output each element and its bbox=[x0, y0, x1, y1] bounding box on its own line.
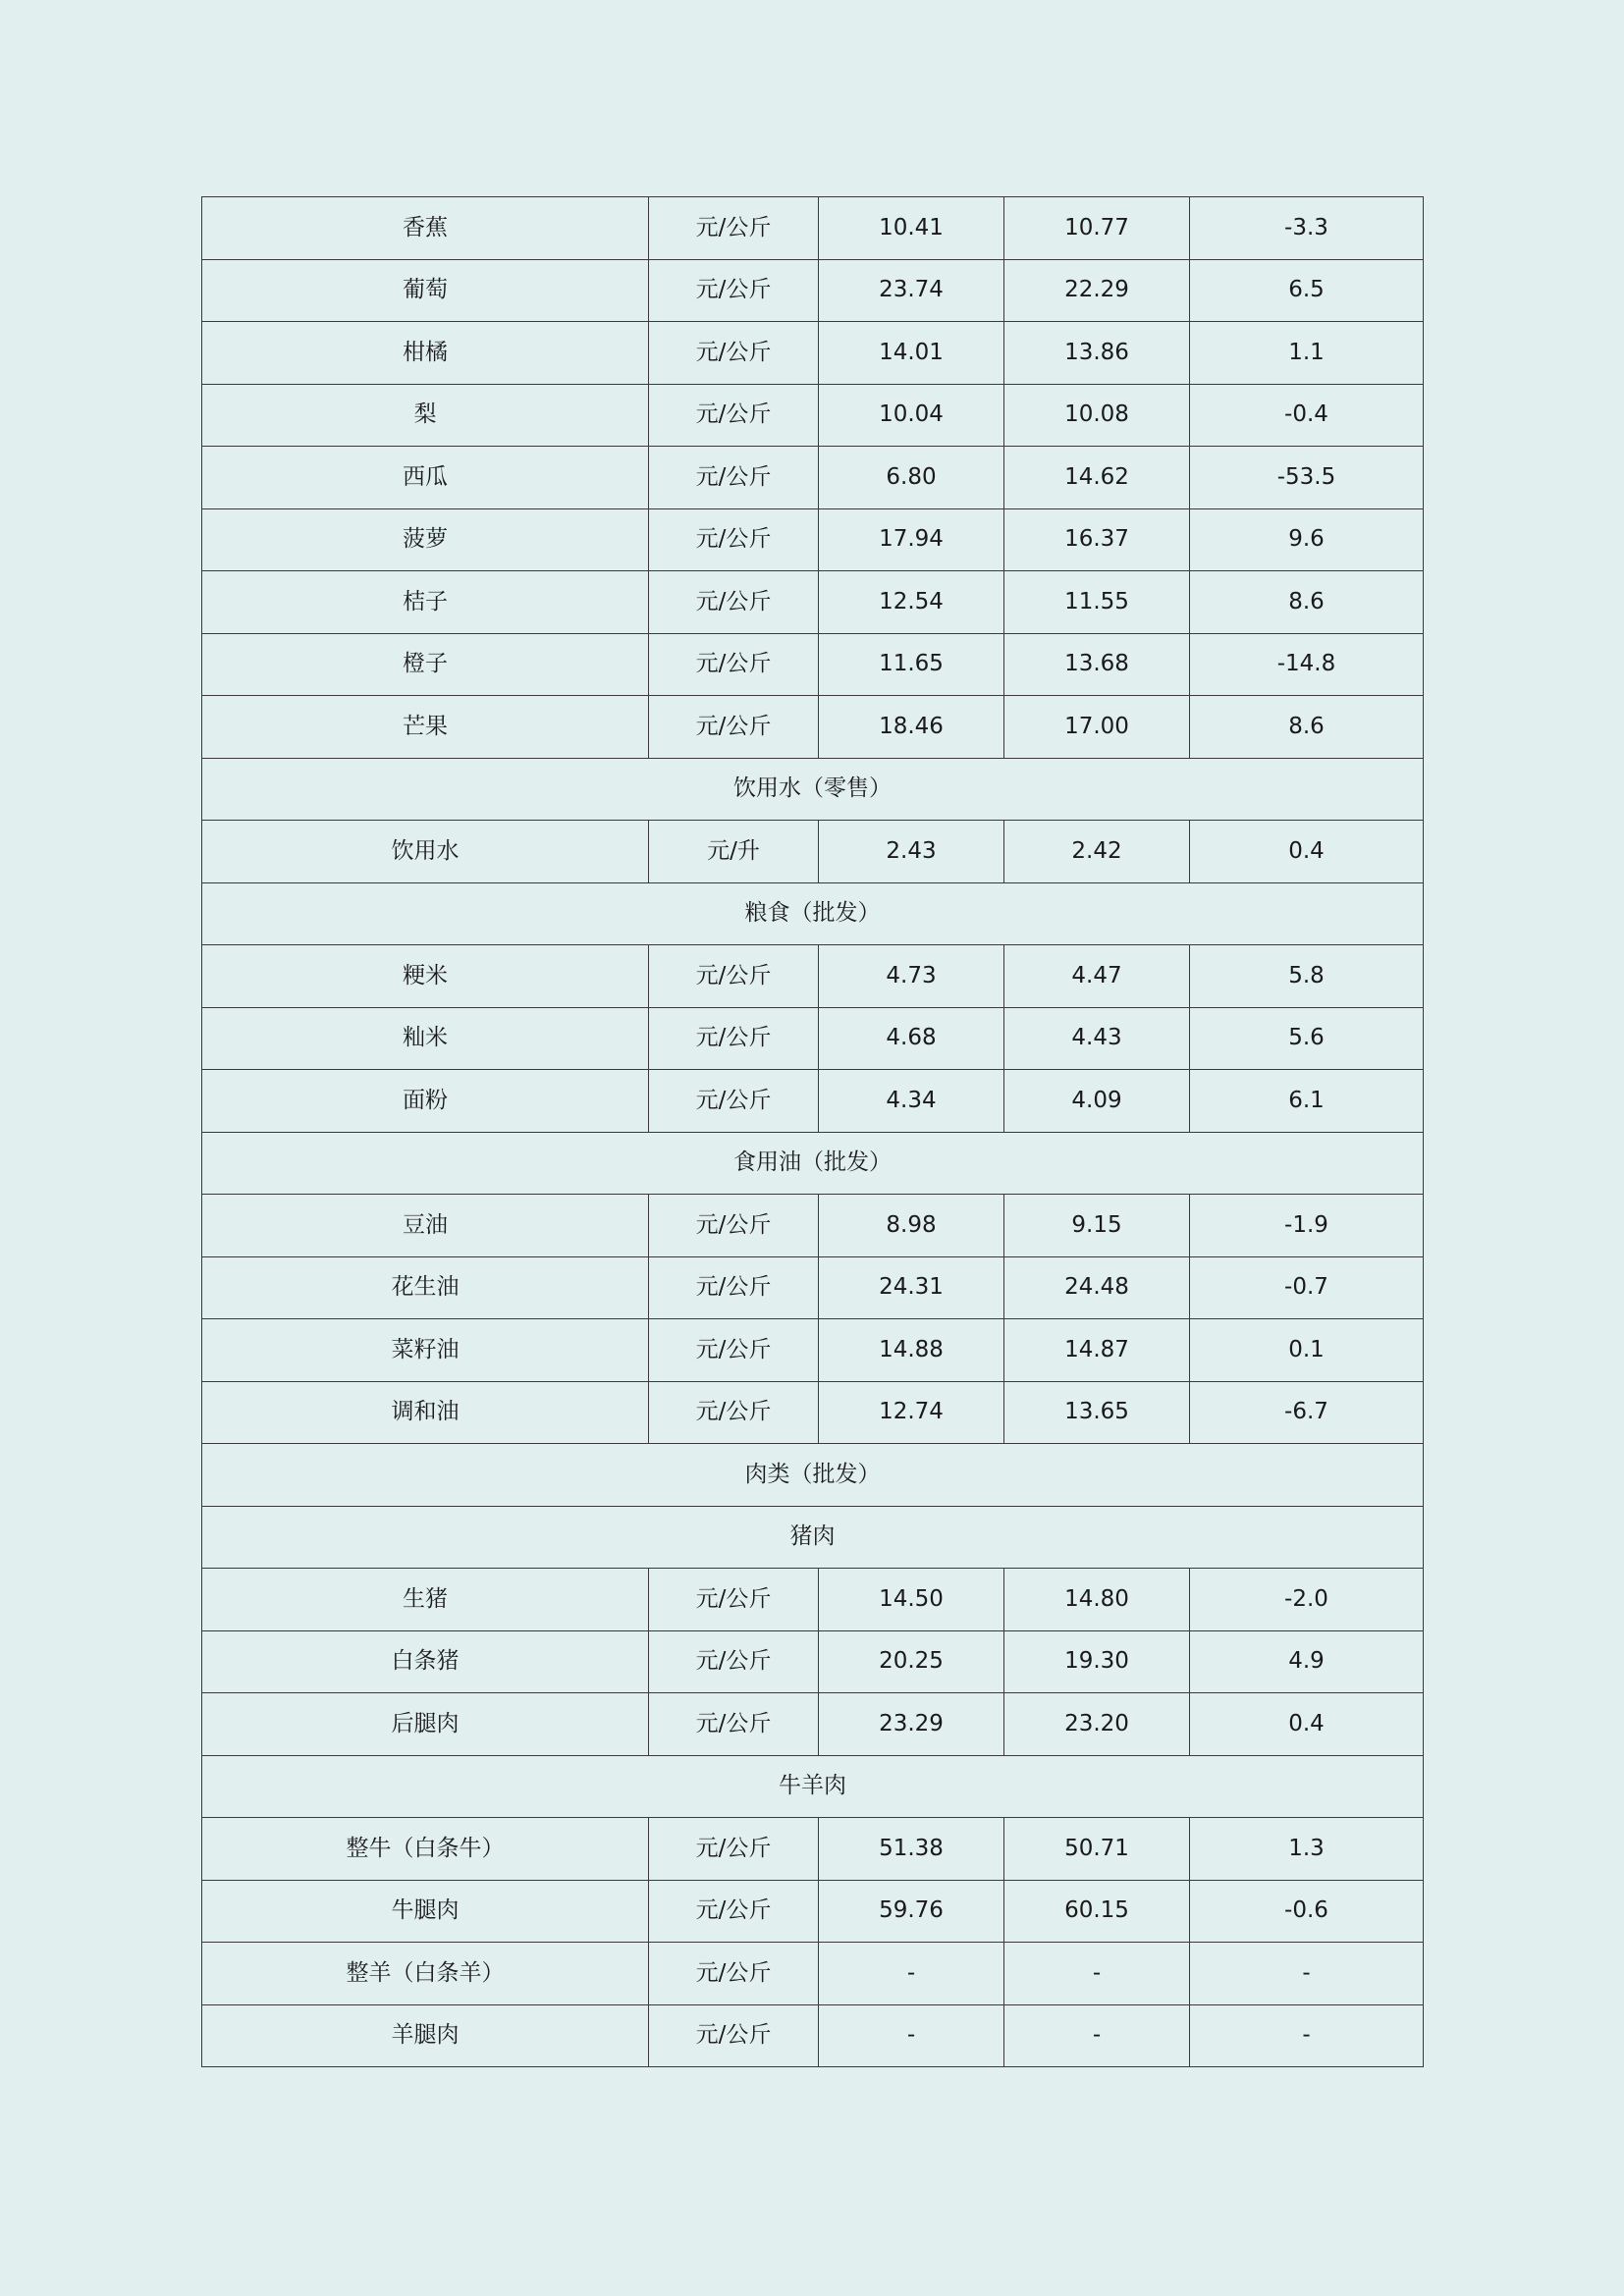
table-body bbox=[202, 197, 1424, 2067]
table-row bbox=[202, 1943, 1424, 2005]
item-name-cell: 生猪 bbox=[202, 1569, 649, 1631]
item-name-cell: 菠萝 bbox=[202, 508, 649, 571]
previous-price-cell: 24.48 bbox=[1004, 1256, 1190, 1319]
current-price-cell: - bbox=[819, 2004, 1004, 2067]
item-name-cell: 整牛（白条牛） bbox=[202, 1818, 649, 1881]
section-header-cell: 猪肉 bbox=[202, 1506, 1424, 1569]
table-row bbox=[202, 1818, 1424, 1881]
current-price-cell: 10.04 bbox=[819, 384, 1004, 447]
previous-price-cell: 14.87 bbox=[1004, 1319, 1190, 1382]
table-row bbox=[202, 384, 1424, 447]
change-percent-cell: 8.6 bbox=[1190, 696, 1424, 759]
table-row bbox=[202, 1195, 1424, 1257]
current-price-cell: 12.74 bbox=[819, 1381, 1004, 1444]
unit-cell: 元/公斤 bbox=[649, 1381, 819, 1444]
unit-cell: 元/公斤 bbox=[649, 259, 819, 322]
section-header-row bbox=[202, 1444, 1424, 1507]
change-percent-cell: - bbox=[1190, 1943, 1424, 2005]
unit-cell: 元/公斤 bbox=[649, 447, 819, 509]
table-row bbox=[202, 945, 1424, 1008]
item-name-cell: 粳米 bbox=[202, 945, 649, 1008]
current-price-cell: 51.38 bbox=[819, 1818, 1004, 1881]
change-percent-cell: -53.5 bbox=[1190, 447, 1424, 509]
current-price-cell: 4.68 bbox=[819, 1007, 1004, 1070]
section-header-cell: 粮食（批发） bbox=[202, 882, 1424, 945]
previous-price-cell: 50.71 bbox=[1004, 1818, 1190, 1881]
previous-price-cell: 13.68 bbox=[1004, 633, 1190, 696]
change-percent-cell: -1.9 bbox=[1190, 1195, 1424, 1257]
current-price-cell: 6.80 bbox=[819, 447, 1004, 509]
previous-price-cell: 4.09 bbox=[1004, 1070, 1190, 1133]
change-percent-cell: 5.6 bbox=[1190, 1007, 1424, 1070]
price-table bbox=[201, 196, 1424, 2067]
table-row bbox=[202, 2004, 1424, 2067]
unit-cell: 元/公斤 bbox=[649, 1256, 819, 1319]
table-row bbox=[202, 696, 1424, 759]
change-percent-cell: 1.3 bbox=[1190, 1818, 1424, 1881]
table-row bbox=[202, 1319, 1424, 1382]
item-name-cell: 饮用水 bbox=[202, 821, 649, 883]
table-row bbox=[202, 1007, 1424, 1070]
change-percent-cell: -0.6 bbox=[1190, 1880, 1424, 1943]
section-header-cell: 食用油（批发） bbox=[202, 1132, 1424, 1195]
unit-cell: 元/公斤 bbox=[649, 1818, 819, 1881]
table-row bbox=[202, 1256, 1424, 1319]
change-percent-cell: 8.6 bbox=[1190, 571, 1424, 634]
unit-cell: 元/公斤 bbox=[649, 1195, 819, 1257]
table-row bbox=[202, 1381, 1424, 1444]
current-price-cell: 59.76 bbox=[819, 1880, 1004, 1943]
item-name-cell: 柑橘 bbox=[202, 322, 649, 385]
unit-cell: 元/公斤 bbox=[649, 197, 819, 260]
unit-cell: 元/公斤 bbox=[649, 1943, 819, 2005]
unit-cell: 元/公斤 bbox=[649, 508, 819, 571]
previous-price-cell: - bbox=[1004, 2004, 1190, 2067]
current-price-cell: 12.54 bbox=[819, 571, 1004, 634]
item-name-cell: 整羊（白条羊） bbox=[202, 1943, 649, 2005]
previous-price-cell: 4.43 bbox=[1004, 1007, 1190, 1070]
table-row bbox=[202, 633, 1424, 696]
unit-cell: 元/公斤 bbox=[649, 696, 819, 759]
change-percent-cell: 0.4 bbox=[1190, 1693, 1424, 1756]
item-name-cell: 后腿肉 bbox=[202, 1693, 649, 1756]
current-price-cell: 4.73 bbox=[819, 945, 1004, 1008]
previous-price-cell: 13.86 bbox=[1004, 322, 1190, 385]
previous-price-cell: 60.15 bbox=[1004, 1880, 1190, 1943]
previous-price-cell: 13.65 bbox=[1004, 1381, 1190, 1444]
unit-cell: 元/公斤 bbox=[649, 945, 819, 1008]
item-name-cell: 菜籽油 bbox=[202, 1319, 649, 1382]
change-percent-cell: 5.8 bbox=[1190, 945, 1424, 1008]
change-percent-cell: 4.9 bbox=[1190, 1630, 1424, 1693]
current-price-cell: 11.65 bbox=[819, 633, 1004, 696]
item-name-cell: 牛腿肉 bbox=[202, 1880, 649, 1943]
change-percent-cell: 0.1 bbox=[1190, 1319, 1424, 1382]
current-price-cell: - bbox=[819, 1943, 1004, 2005]
current-price-cell: 20.25 bbox=[819, 1630, 1004, 1693]
item-name-cell: 调和油 bbox=[202, 1381, 649, 1444]
table-row bbox=[202, 197, 1424, 260]
section-header-cell: 牛羊肉 bbox=[202, 1755, 1424, 1818]
item-name-cell: 橙子 bbox=[202, 633, 649, 696]
table-row bbox=[202, 1569, 1424, 1631]
previous-price-cell: 19.30 bbox=[1004, 1630, 1190, 1693]
item-name-cell: 花生油 bbox=[202, 1256, 649, 1319]
current-price-cell: 4.34 bbox=[819, 1070, 1004, 1133]
table-row bbox=[202, 508, 1424, 571]
previous-price-cell: 14.62 bbox=[1004, 447, 1190, 509]
previous-price-cell: 10.08 bbox=[1004, 384, 1190, 447]
table-row bbox=[202, 322, 1424, 385]
change-percent-cell: -0.4 bbox=[1190, 384, 1424, 447]
table-row bbox=[202, 571, 1424, 634]
previous-price-cell: 11.55 bbox=[1004, 571, 1190, 634]
unit-cell: 元/公斤 bbox=[649, 633, 819, 696]
unit-cell: 元/公斤 bbox=[649, 322, 819, 385]
previous-price-cell: 17.00 bbox=[1004, 696, 1190, 759]
previous-price-cell: 10.77 bbox=[1004, 197, 1190, 260]
change-percent-cell: 1.1 bbox=[1190, 322, 1424, 385]
table-row bbox=[202, 259, 1424, 322]
change-percent-cell: - bbox=[1190, 2004, 1424, 2067]
change-percent-cell: -3.3 bbox=[1190, 197, 1424, 260]
unit-cell: 元/公斤 bbox=[649, 1007, 819, 1070]
section-header-row bbox=[202, 758, 1424, 821]
change-percent-cell: -14.8 bbox=[1190, 633, 1424, 696]
unit-cell: 元/公斤 bbox=[649, 2004, 819, 2067]
previous-price-cell: 2.42 bbox=[1004, 821, 1190, 883]
unit-cell: 元/公斤 bbox=[649, 384, 819, 447]
current-price-cell: 14.88 bbox=[819, 1319, 1004, 1382]
item-name-cell: 西瓜 bbox=[202, 447, 649, 509]
change-percent-cell: -6.7 bbox=[1190, 1381, 1424, 1444]
item-name-cell: 籼米 bbox=[202, 1007, 649, 1070]
unit-cell: 元/公斤 bbox=[649, 1693, 819, 1756]
current-price-cell: 8.98 bbox=[819, 1195, 1004, 1257]
previous-price-cell: 14.80 bbox=[1004, 1569, 1190, 1631]
current-price-cell: 23.74 bbox=[819, 259, 1004, 322]
section-header-cell: 肉类（批发） bbox=[202, 1444, 1424, 1507]
current-price-cell: 24.31 bbox=[819, 1256, 1004, 1319]
previous-price-cell: 22.29 bbox=[1004, 259, 1190, 322]
table-row bbox=[202, 1880, 1424, 1943]
section-header-row bbox=[202, 1755, 1424, 1818]
unit-cell: 元/公斤 bbox=[649, 1070, 819, 1133]
unit-cell: 元/公斤 bbox=[649, 1630, 819, 1693]
item-name-cell: 豆油 bbox=[202, 1195, 649, 1257]
current-price-cell: 10.41 bbox=[819, 197, 1004, 260]
unit-cell: 元/公斤 bbox=[649, 1569, 819, 1631]
unit-cell: 元/公斤 bbox=[649, 1319, 819, 1382]
previous-price-cell: 16.37 bbox=[1004, 508, 1190, 571]
table-row bbox=[202, 447, 1424, 509]
item-name-cell: 葡萄 bbox=[202, 259, 649, 322]
current-price-cell: 14.50 bbox=[819, 1569, 1004, 1631]
change-percent-cell: 6.1 bbox=[1190, 1070, 1424, 1133]
item-name-cell: 白条猪 bbox=[202, 1630, 649, 1693]
previous-price-cell: 4.47 bbox=[1004, 945, 1190, 1008]
item-name-cell: 梨 bbox=[202, 384, 649, 447]
table-row bbox=[202, 821, 1424, 883]
table-row bbox=[202, 1630, 1424, 1693]
change-percent-cell: 0.4 bbox=[1190, 821, 1424, 883]
previous-price-cell: 23.20 bbox=[1004, 1693, 1190, 1756]
change-percent-cell: 6.5 bbox=[1190, 259, 1424, 322]
change-percent-cell: -2.0 bbox=[1190, 1569, 1424, 1631]
item-name-cell: 桔子 bbox=[202, 571, 649, 634]
item-name-cell: 芒果 bbox=[202, 696, 649, 759]
item-name-cell: 香蕉 bbox=[202, 197, 649, 260]
unit-cell: 元/公斤 bbox=[649, 1880, 819, 1943]
item-name-cell: 羊腿肉 bbox=[202, 2004, 649, 2067]
current-price-cell: 17.94 bbox=[819, 508, 1004, 571]
previous-price-cell: - bbox=[1004, 1943, 1190, 2005]
previous-price-cell: 9.15 bbox=[1004, 1195, 1190, 1257]
current-price-cell: 2.43 bbox=[819, 821, 1004, 883]
change-percent-cell: -0.7 bbox=[1190, 1256, 1424, 1319]
table-row bbox=[202, 1070, 1424, 1133]
section-header-row bbox=[202, 1506, 1424, 1569]
unit-cell: 元/公斤 bbox=[649, 571, 819, 634]
section-header-row bbox=[202, 1132, 1424, 1195]
current-price-cell: 23.29 bbox=[819, 1693, 1004, 1756]
table-row bbox=[202, 1693, 1424, 1756]
change-percent-cell: 9.6 bbox=[1190, 508, 1424, 571]
section-header-row bbox=[202, 882, 1424, 945]
item-name-cell: 面粉 bbox=[202, 1070, 649, 1133]
section-header-cell: 饮用水（零售） bbox=[202, 758, 1424, 821]
current-price-cell: 14.01 bbox=[819, 322, 1004, 385]
unit-cell: 元/升 bbox=[649, 821, 819, 883]
current-price-cell: 18.46 bbox=[819, 696, 1004, 759]
